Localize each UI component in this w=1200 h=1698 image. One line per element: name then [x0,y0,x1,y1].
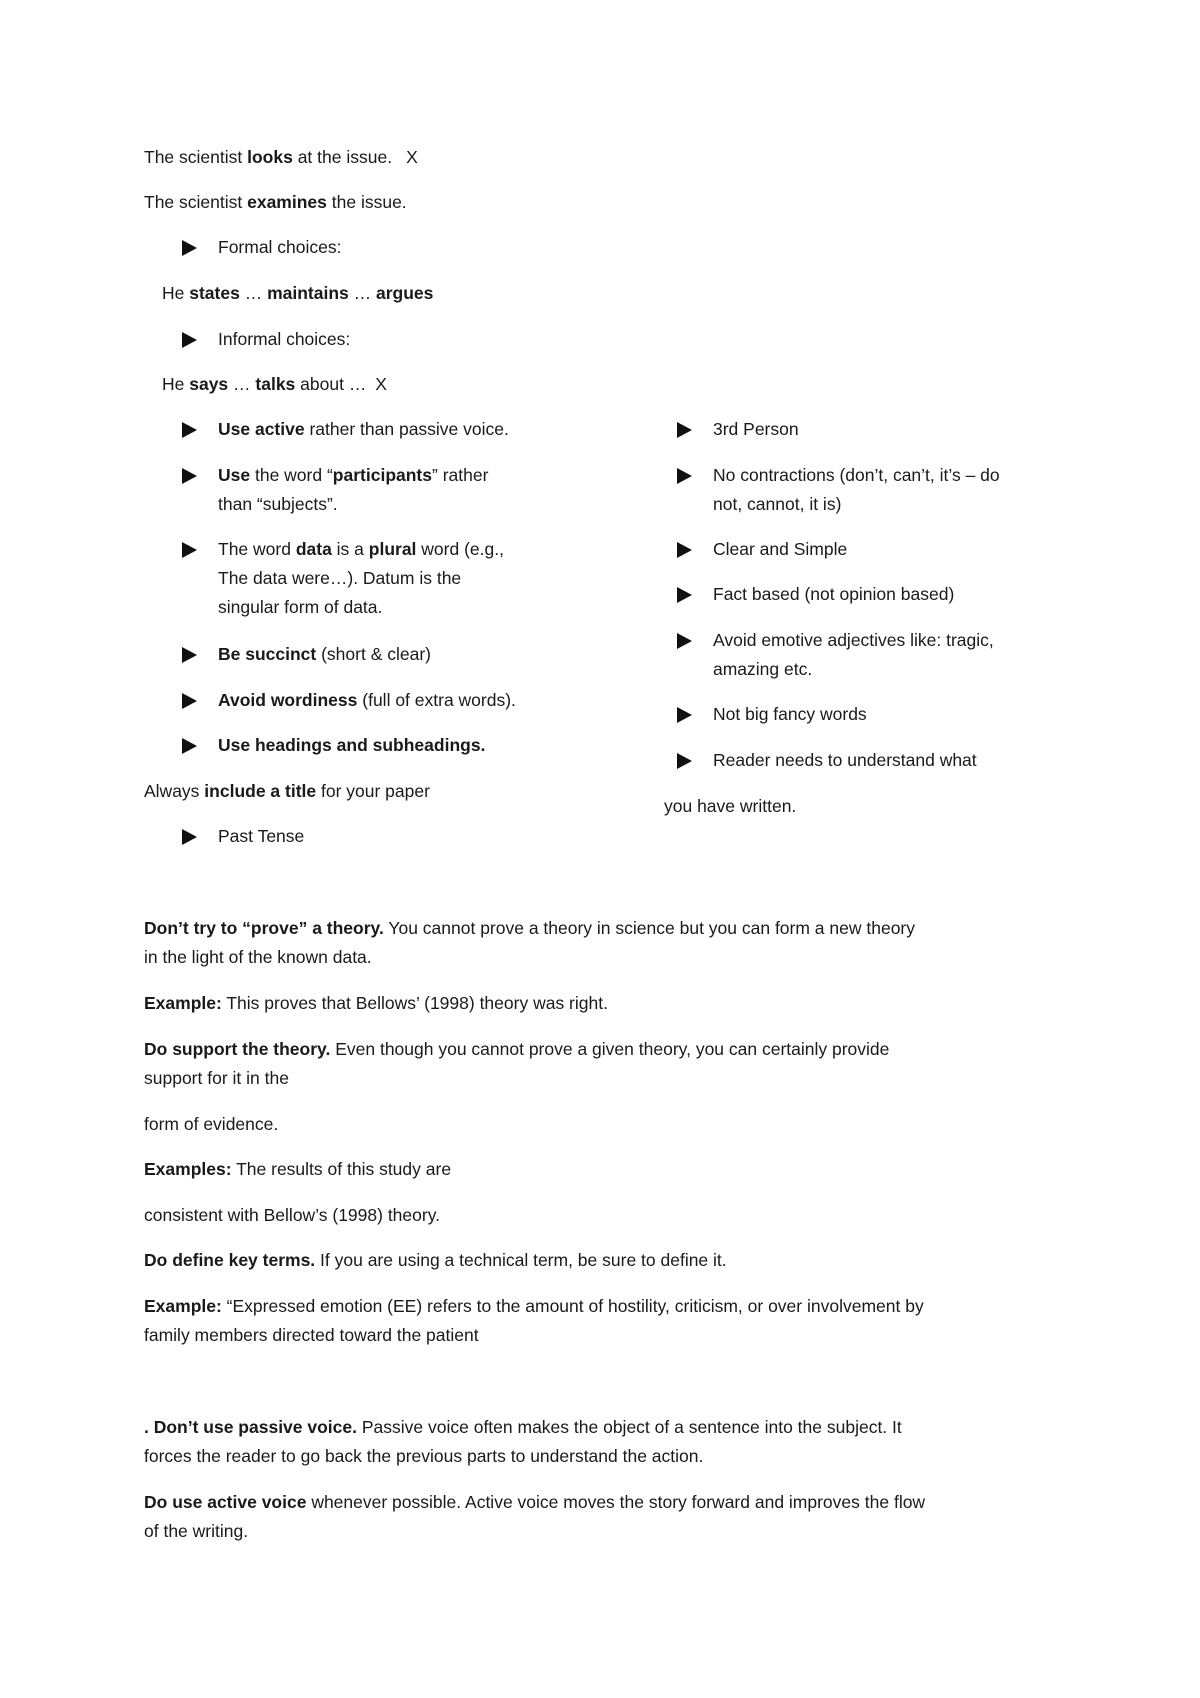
intro-line-2: The scientist examines the issue. [144,192,407,212]
x-mark: X [406,147,418,167]
paragraph-support-theory: Do support the theory. Even though you cannot prove a given theory, you can certainly provide support for it in the [144,1039,890,1088]
arrow-bullet-icon [182,422,197,438]
arrow-bullet-icon [182,693,197,709]
paragraph-passive-voice: . Don’t use passive voice. Passive voice often makes the object of a sentence into the subject. It forces the reader to go back the previous parts to understand the action. [144,1417,902,1466]
arrow-bullet-icon [182,332,197,348]
paragraph-example-proves: Example: This proves that Bellows’ (1998) theory was right. [144,993,608,1013]
arrow-bullet-icon [677,587,692,603]
reader-understand-continuation: you have written. [664,796,797,816]
paragraph-define-terms: Do define key terms. If you are using a technical term, be sure to define it. [144,1250,727,1270]
arrow-bullet-icon [182,738,197,754]
arrow-bullet-icon [677,707,692,723]
x-mark: X [375,374,387,394]
formal-examples: He states … maintains … argues [162,283,434,303]
arrow-bullet-icon [677,633,692,649]
arrow-bullet-icon [182,647,197,663]
arrow-bullet-icon [182,240,197,256]
paragraph-active-voice: Do use active voice whenever possible. Active voice moves the story forward and improves the flow of the writing. [144,1492,926,1541]
paragraph-example-ee: Example: “Expressed emotion (EE) refers to the amount of hostility, criticism, or over involvement by family members directed toward the patient [144,1296,924,1345]
include-title-line: Always include a title for your paper [144,781,430,801]
paragraph-examples-results: Examples: The results of this study are [144,1159,452,1179]
arrow-bullet-icon [182,542,197,558]
paragraph-form-evidence: form of evidence. [144,1114,279,1134]
arrow-bullet-icon [677,753,692,769]
paragraph-dont-prove: Don’t try to “prove” a theory. You cannot prove a theory in science but you can form a new theory in the light of the known data. [144,918,916,967]
arrow-bullet-icon [182,829,197,845]
arrow-bullet-icon [677,468,692,484]
intro-line-1: The scientist looks at the issue. X [144,147,418,167]
paragraph-consistent: consistent with Bellow’s (1998) theory. [144,1205,441,1225]
arrow-bullet-icon [182,468,197,484]
informal-examples: He says … talks about … X [162,374,387,394]
document-page: The scientist looks at the issue. X The scientist examines the issue. Formal choices: He states … maintains … argues Informal choices: He says … talks about … X Use active rather than passive voice. Use the word “participants” rather than “subjects”. The word data is a plural word (e.g., The data were…). Datum is the singular form of data. Be succinct (short & clear) Avoid wordiness (full of extra words). Use headings and subheadings. Always include a title for your paper Past Tense 3rd Person No contractions (don’t, can’t, it’s – do not, cannot, it is) Clear and Simple Fact based (not opinion based) Avoid emotive adjectives like: tragic, amazing etc. Not big fancy words Reader needs to understand what you have written. Don’t try to “prove” a theory. You cannot prove a theory in science but you can form a new theory in the light of the known data. Example: This proves that Bellows’ (1998) theory was right. Do support the theory. Even though you cannot prove a given theory, you can certainly provide support for it in the form of evidence. Examples: The results of this study are consistent with Bellow’s (1998) theory. Do define key terms. If you are using a technical term, be sure to define it. Example: “Expressed emotion (EE) refers to the amount of hostility, criticism, or over involvement by family members directed toward the patient . Don’t use passive voice. Passive voice often makes the object of a sentence into the subject. It forces the reader to go back the previous parts to understand the action. Do use active voice whenever possible. Active voice moves the story forward and improves the flow of the writing. [0,0,1200,1698]
arrow-bullet-icon [677,542,692,558]
arrow-bullet-icon [677,422,692,438]
